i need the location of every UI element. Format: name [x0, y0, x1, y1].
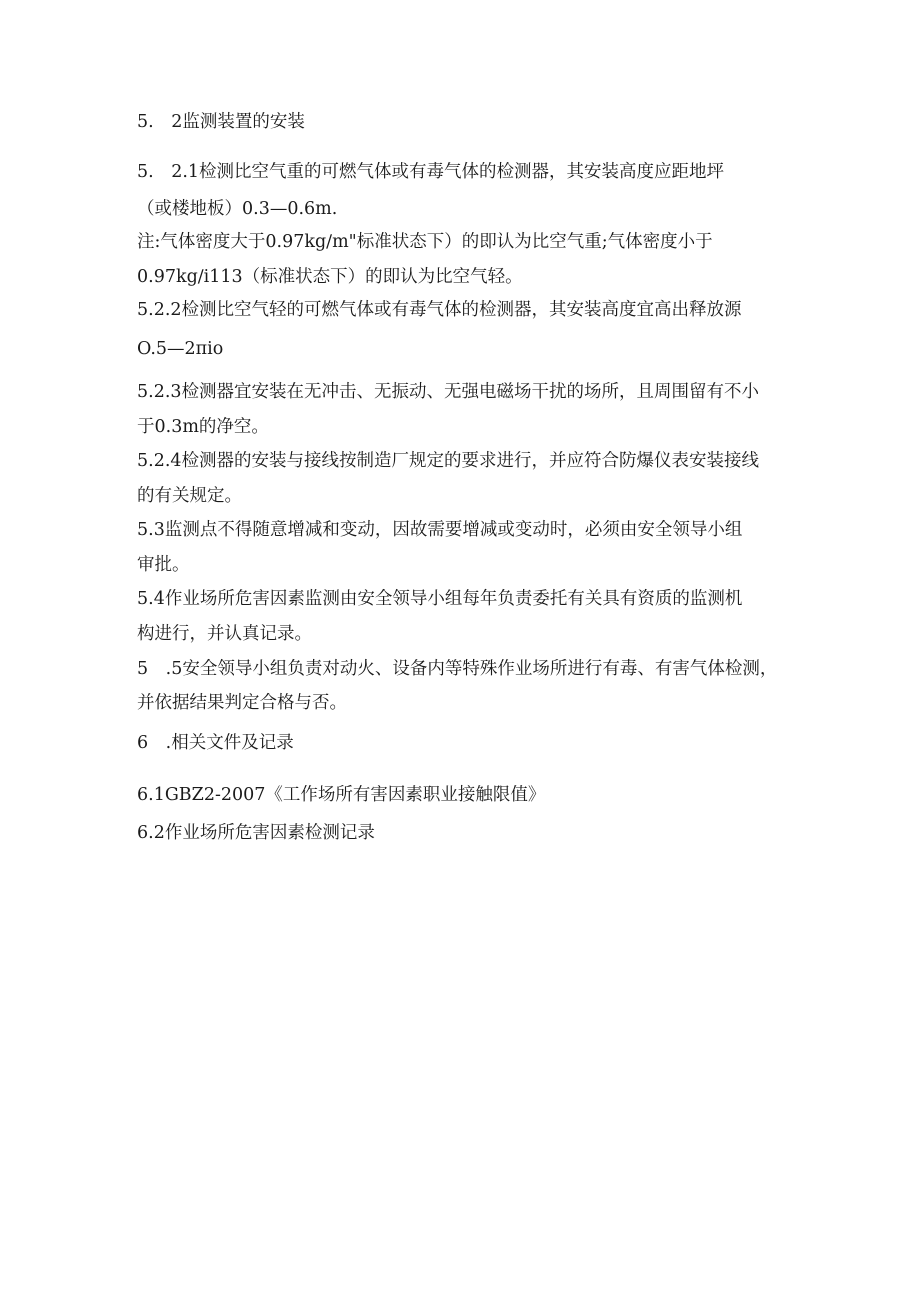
paragraph-line: 审批。 — [137, 555, 190, 575]
reference-line: 6.2作业场所危害因素检测记录 — [137, 823, 375, 843]
paragraph-line: 5.2.4检测器的安装与接线按制造厂规定的要求进行，并应符合防爆仪表安装接线 — [137, 451, 760, 471]
paragraph-line: 5.3监测点不得随意增减和变动，因故需要增减或变动时，必须由安全领导小组 — [137, 520, 743, 540]
paragraph-line: 5.4作业场所危害因素监测由安全领导小组每年负责委托有关具有资质的监测机 — [137, 589, 743, 609]
note-line: 注:气体密度大于0.97kg∕m"标准状态下）的即认为比空气重;气体密度小于 — [137, 232, 713, 252]
section-heading-6: 6 .相关文件及记录 — [137, 733, 294, 753]
note-line: 0.97kg∕i113（标准状态下）的即认为比空气轻。 — [137, 267, 523, 287]
paragraph-line: 于0.3m的净空。 — [137, 417, 269, 437]
reference-line: 6.1GBZ2-2007《工作场所有害因素职业接触限值》 — [137, 785, 546, 805]
paragraph-line: 5.2.3检测器宜安装在无冲击、无振动、无强电磁场干扰的场所，且周围留有不小 — [137, 382, 760, 402]
paragraph-line: 5 .5安全领导小组负责对动火、设备内等特殊作业场所进行有毒、有害气体检测， — [137, 659, 778, 679]
paragraph-line: 5.2.2检测比空气轻的可燃气体或有毒气体的检测器，其安装高度宜高出释放源 — [137, 300, 742, 320]
paragraph-line: 的有关规定。 — [137, 486, 242, 506]
section-heading-5-2: 5. 2监测装置的安装 — [137, 112, 305, 132]
paragraph-line: 构进行，并认真记录。 — [137, 624, 312, 644]
paragraph-line: （或楼地板）0.3—0.6m. — [137, 199, 338, 219]
paragraph-line: 并依据结果判定合格与否。 — [137, 693, 347, 713]
paragraph-line: O.5—2πio — [137, 339, 224, 359]
paragraph-line: 5. 2.1检测比空气重的可燃气体或有毒气体的检测器，其安装高度应距地坪 — [137, 162, 725, 182]
